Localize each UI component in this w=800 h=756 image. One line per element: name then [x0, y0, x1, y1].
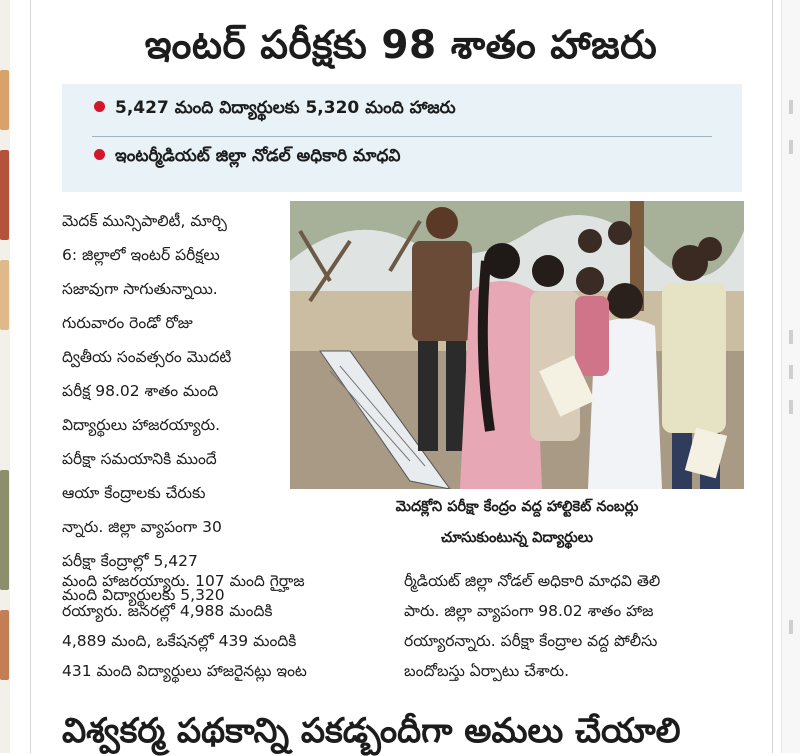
subhead-item — [94, 98, 456, 122]
adjacent-photo-fragment — [0, 70, 9, 130]
caption-line: మెదక్లోని పరీక్షా కేంద్రం వద్ద హాల్టికెట్ నంబర్లు — [395, 499, 639, 515]
body-line: ద్వితీయ సంవత్సరం మొదటి — [62, 348, 232, 366]
body-line: పారు. జిల్లా వ్యాపంగా 98.02 శాతం హాజ — [404, 602, 654, 620]
body-column-left — [62, 204, 280, 612]
body-line: రయ్యారు. జనరల్లో 4,988 మందికి — [62, 602, 273, 620]
students-checking-hall-tickets-illustration — [290, 201, 744, 489]
subhead-divider — [92, 136, 712, 137]
subhead-text: ఇంటర్మీడియట్ జిల్లా నోడల్ అధికారి మాధవి — [115, 146, 401, 166]
subhead-text: 5,427 మంది విద్యార్థులకు 5,320 మంది హాజరు — [115, 98, 456, 118]
body-line: మంది విద్యార్థులకు 5,320 — [62, 586, 225, 604]
body-line: రయ్యారన్నారు. పరీక్షా కేంద్రాల వద్ద పోలీసు — [404, 632, 658, 650]
body-line: బందోబస్తు ఏర్పాటు చేశారు. — [404, 662, 570, 680]
body-column-bottom-left — [62, 566, 386, 686]
caption-line: చూసుకుంటున్న విద్యార్థులు — [440, 530, 594, 546]
photo-caption — [290, 492, 744, 554]
subhead-item — [94, 146, 401, 170]
body-line: పరీక్షా కేంద్రాల్లో 5,427 — [62, 552, 198, 570]
adjacent-photo-fragment — [0, 610, 9, 680]
adjacent-article-strip-right — [781, 0, 800, 753]
body-line: పరీక్షా సమయానికి ముందే — [62, 450, 217, 468]
article-headline: ఇంటర్ పరీక్షకు 98 శాతం హాజరు — [144, 23, 658, 68]
column-rule-left — [30, 0, 31, 753]
column-rule-right — [772, 0, 773, 753]
body-line: గురువారం రెండో రోజు — [62, 314, 193, 332]
adjacent-photo-fragment — [0, 470, 9, 590]
adjacent-text-fragment — [789, 140, 793, 154]
bullet-dot-icon — [94, 101, 105, 112]
body-line: ర్మీడియట్ జిల్లా నోడల్ అధికారి మాధవి తెలి — [404, 572, 661, 590]
adjacent-text-fragment — [789, 400, 793, 414]
next-article-headline: విశ్వకర్మ పథకాన్ని పకడ్బందీగా అమలు చేయాలి — [62, 711, 681, 751]
adjacent-photo-fragment — [0, 150, 9, 240]
bullet-dot-icon — [94, 149, 105, 160]
body-column-bottom-right — [404, 566, 744, 686]
body-line: పరీక్ష 98.02 శాతం మంది — [62, 382, 219, 400]
adjacent-text-fragment — [789, 365, 793, 379]
body-line: 6: జిల్లాలో ఇంటర్ పరీక్షలు — [62, 246, 220, 264]
adjacent-text-fragment — [789, 620, 793, 634]
subhead-box — [62, 84, 742, 192]
body-line: మెదక్ మున్సిపాలిటీ, మార్చి — [62, 212, 227, 230]
news-photo — [290, 201, 744, 489]
body-line: సజావుగా సాగుతున్నాయి. — [62, 280, 218, 298]
body-line: న్నారు. జిల్లా వ్యాపంగా 30 — [62, 518, 222, 536]
body-line: 4,889 మంది, ఒకేషనల్లో 439 మందికి — [62, 632, 297, 650]
adjacent-photo-fragment — [0, 260, 9, 330]
body-line: ఆయా కేంద్రాలకు చేరుకు — [62, 484, 206, 502]
body-line: మంది హాజరయ్యారు. 107 మంది గైర్హాజ — [62, 572, 305, 590]
body-line: 431 మంది విద్యార్థులు హాజరైనట్లు ఇంట — [62, 662, 307, 680]
body-line: విద్యార్థులు హాజరయ్యారు. — [62, 416, 221, 434]
adjacent-text-fragment — [789, 330, 793, 344]
adjacent-text-fragment — [789, 100, 793, 114]
adjacent-article-strip-left — [0, 0, 10, 753]
